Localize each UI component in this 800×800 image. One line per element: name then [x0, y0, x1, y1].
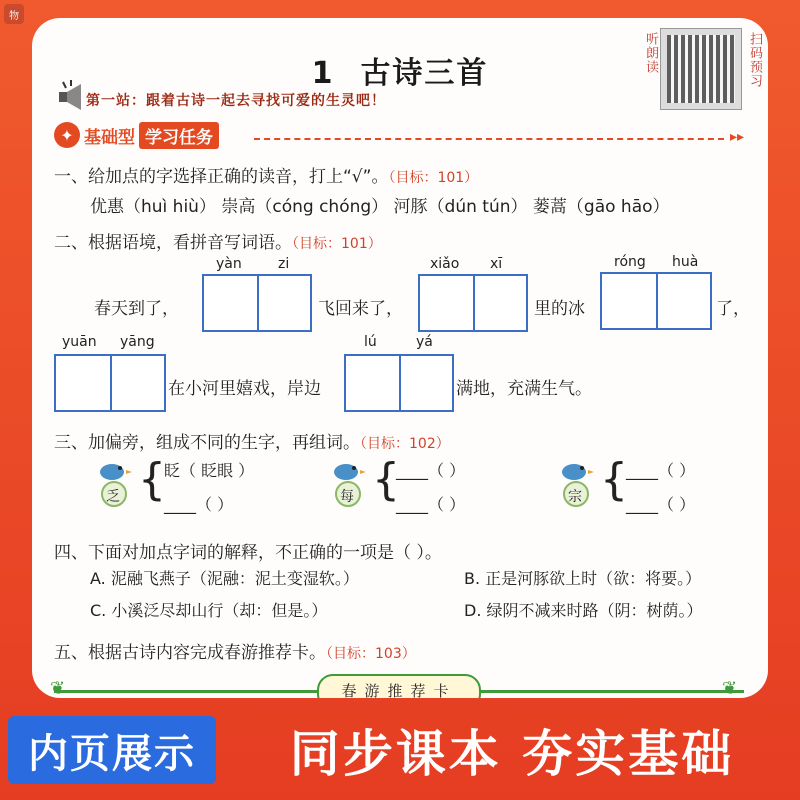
char-乏: 乏 [106, 489, 120, 505]
answer-box[interactable] [418, 274, 528, 332]
pinyin: yuān [62, 334, 97, 350]
blank-answer[interactable]: ____（ ） [396, 461, 466, 480]
brace: { [600, 454, 628, 505]
option-a[interactable]: A. 泥融飞燕子（泥融：泥土变湿软。） [90, 569, 359, 588]
question-3: 三、加偏旁，组成不同的生字，再组词。（目标：102） [54, 433, 450, 453]
qr-left-label: 听朗读 [643, 32, 658, 74]
footer-left-label: 内页展示 [8, 716, 216, 784]
task-badge: ✦ 基础型 学习任务 [54, 122, 219, 148]
station-heading: 第一站：跟着古诗一起去寻找可爱的生灵吧！ [86, 93, 386, 109]
pinyin: xiǎo [430, 256, 460, 272]
pinyin: lú [364, 334, 377, 350]
pinyin: yāng [120, 334, 155, 350]
brace: { [372, 454, 400, 505]
question-4: 四、下面对加点字词的解释，不正确的一项是（ ）。 [54, 543, 442, 563]
option-c[interactable]: C. 小溪泛尽却山行（却：但是。） [90, 601, 328, 620]
answer-box[interactable] [600, 272, 712, 330]
card-title: 春游推荐卡 [317, 674, 481, 698]
option-b[interactable]: B. 正是河豚欲上时（欲：将要。） [464, 569, 702, 588]
question-2: 二、根据语境，看拼音写词语。（目标：101） [54, 233, 382, 253]
task-bar [54, 122, 744, 146]
bulb-icon: ✦ [54, 122, 80, 148]
leaf-icon: ❦ [722, 678, 738, 698]
option-d[interactable]: D. 绿阴不减来时路（阴：树荫。） [464, 601, 703, 620]
pinyin: yá [416, 334, 433, 350]
example-answer: 眨（ 眨眼 ） [164, 461, 255, 480]
blank-answer[interactable]: ____（ ） [626, 461, 696, 480]
qr-right-label: 扫码预习 [747, 32, 762, 88]
pinyin: xī [490, 256, 503, 272]
sentence-part: 满地，充满生气。 [456, 379, 592, 399]
answer-box[interactable] [202, 274, 312, 332]
worksheet-page [32, 18, 768, 698]
answer-box[interactable] [54, 354, 166, 412]
char-宗: 宗 [568, 489, 582, 505]
sentence-part: 里的冰 [534, 299, 585, 319]
question-1: 一、给加点的字选择正确的读音，打上“√”。（目标：101） [54, 167, 479, 187]
footer-right-slogan: 同步课本 夯实基础 [289, 725, 735, 783]
sentence-part: 飞回来了， [318, 299, 403, 319]
sentence-part: 在小河里嬉戏，岸边 [168, 379, 321, 399]
pinyin: yàn [216, 256, 242, 272]
qr-code[interactable] [660, 28, 742, 110]
blank-answer[interactable]: ____（ ） [396, 495, 466, 514]
dashed-divider [254, 138, 724, 140]
page-title: 1 古诗三首 [311, 56, 489, 91]
megaphone-icon [57, 78, 85, 114]
blank-answer[interactable]: ____（ ） [164, 495, 234, 514]
sentence-part: 春天到了， [94, 299, 179, 319]
char-每: 每 [340, 489, 354, 505]
question-1-items: 优惠（huì hiù） 崇高（cóng chóng） 河豚（dún tún） 蒌蒿（gāo hāo） [90, 197, 670, 217]
pinyin: zi [278, 256, 290, 272]
question-5: 五、根据古诗内容完成春游推荐卡。（目标：103） [54, 643, 416, 663]
arrow-icon: ▸▸ [729, 129, 744, 145]
pinyin: huà [672, 254, 699, 270]
leaf-icon: ❦ [50, 678, 66, 698]
corner-badge: 物 [4, 4, 24, 24]
pinyin: róng [614, 254, 646, 270]
sentence-part: 了， [716, 299, 750, 319]
brace: { [138, 454, 166, 505]
answer-box[interactable] [344, 354, 454, 412]
blank-answer[interactable]: ____（ ） [626, 495, 696, 514]
